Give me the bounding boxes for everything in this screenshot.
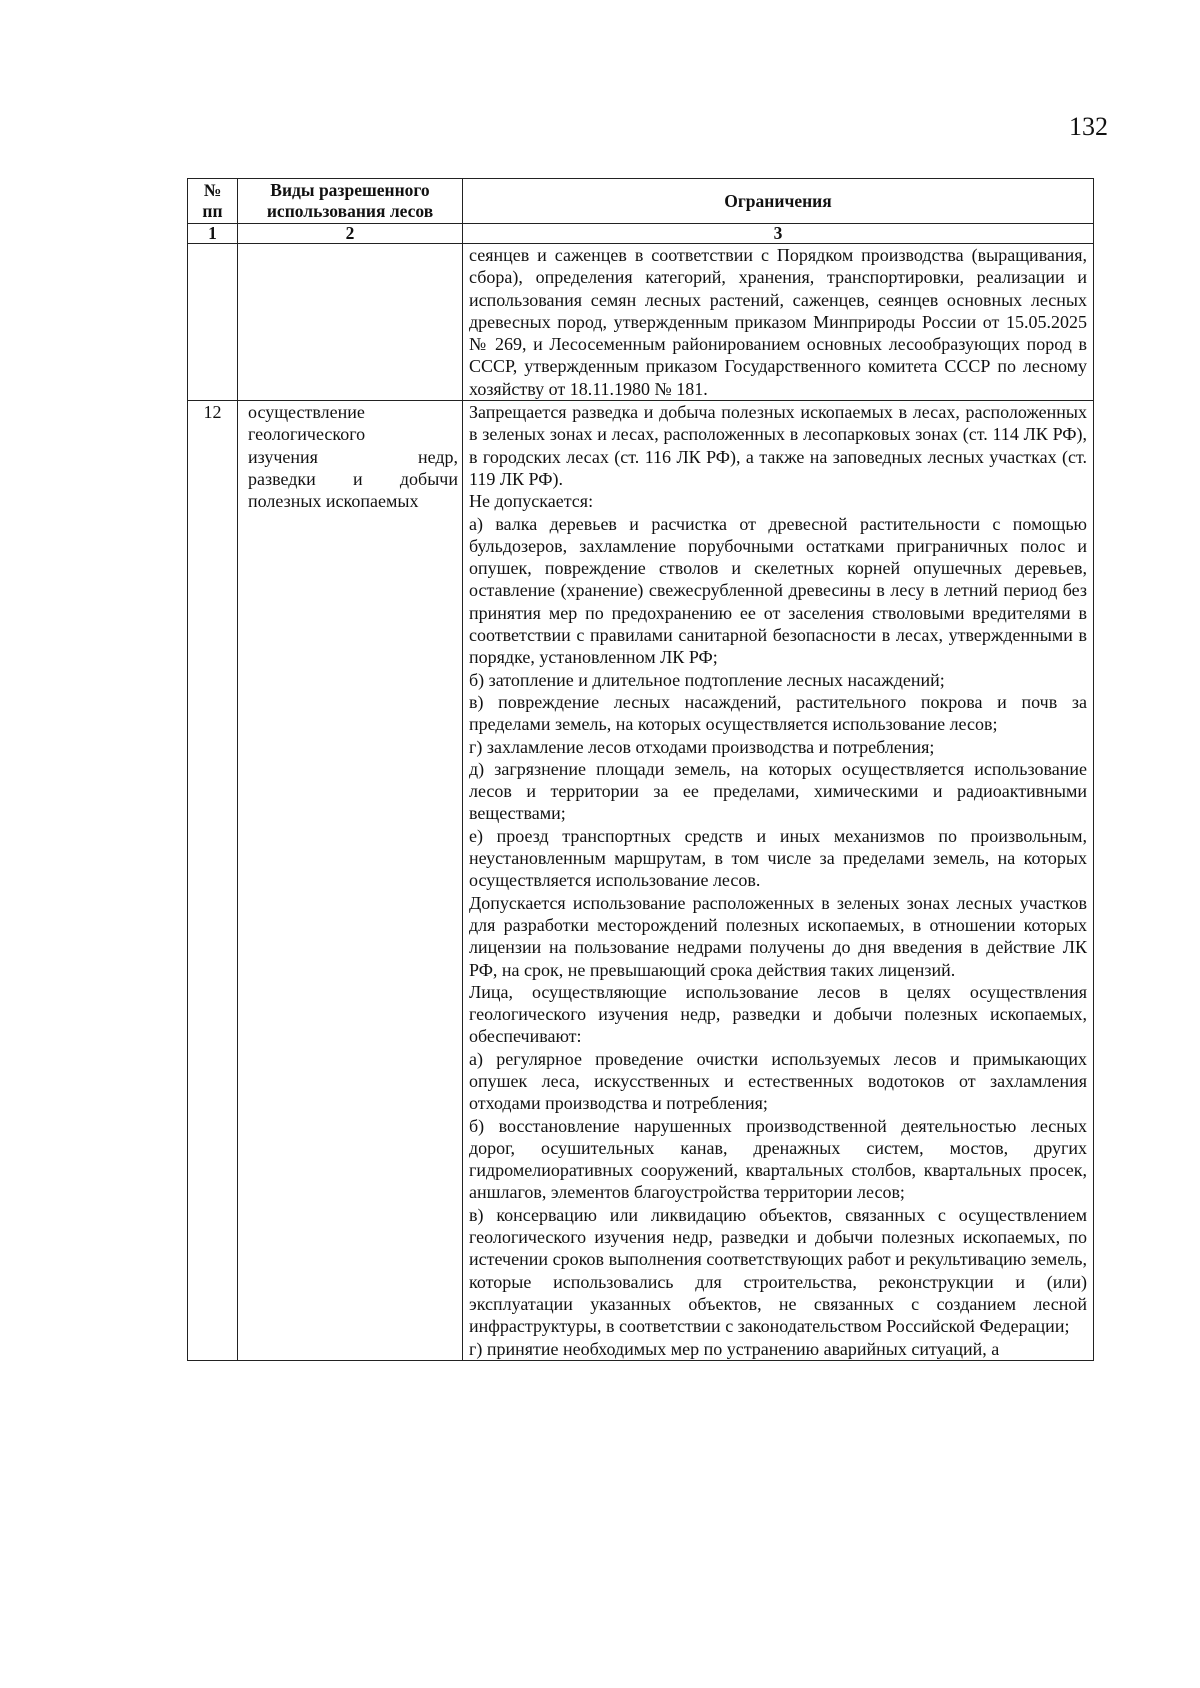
header-restrictions: Ограничения — [463, 179, 1094, 224]
restriction-paragraph: в) консервацию или ликвидацию объектов, связанных с осуществлением геологического изучения недр, разведки и добычи полезных ископаемых, по истечении сроков выполнения соответствующих работ и рекультивацию земель, которые использовались для строительства, реконструкции и (или) эксплуатации указанных объектов, не связанных с созданием лесной инфраструктуры, в соответствии с законодательством Российской Федерации; — [469, 1204, 1087, 1337]
column-number-1: 1 — [188, 224, 238, 244]
restriction-paragraph: б) затопление и длительное подтопление лесных насаждений; — [469, 669, 945, 690]
restriction-paragraph: а) валка деревьев и расчистка от древесной растительности с помощью бульдозеров, захламление порубочными остатками приграничных полос и опушек, повреждение стволов и скелетных корней опушечных деревьев, оставление (хранение) свежесрубленной древесины в лесу в летний период без принятия мер по предохранению ее от заселения стволовыми вредителями в соответствии с правилами санитарной безопасности в лесах, утвержденными в порядке, установленном ЛК РФ; — [469, 513, 1087, 668]
column-number-2: 2 — [238, 224, 463, 244]
continuation-row — [188, 244, 1094, 401]
restriction-paragraph: Не допускается: — [469, 491, 594, 512]
activity-line: изучения недр, — [248, 446, 458, 467]
restriction-paragraph: Допускается использование расположенных в зеленых зонах лесных участков для разработки месторождений полезных ископаемых, в отношении которых лицензии на пользование недрами получены до дня введения в действие ЛК РФ, на срок, не превышающий срока действия таких лицензий. — [469, 892, 1087, 980]
restrictions-table — [187, 178, 1094, 1361]
continuation-num-cell — [188, 244, 238, 401]
activity-line: разведки и добычи — [248, 468, 458, 489]
activity-line: полезных ископаемых — [248, 491, 419, 512]
column-number-row — [188, 224, 1094, 244]
activity-line: осуществление — [248, 402, 365, 423]
header-num: № пп — [188, 179, 238, 224]
column-number-3: 3 — [463, 224, 1094, 244]
page-number: 132 — [1069, 112, 1108, 141]
restriction-paragraph: Запрещается разведка и добыча полезных ископаемых в лесах, расположенных в зеленых зонах и лесах, расположенных в лесопарковых зонах (ст. 114 ЛК РФ), в городских лесах (ст. 116 ЛК РФ), а также на заповедных лесных участках (ст. 119 ЛК РФ). — [469, 402, 1087, 489]
restriction-paragraph: Лица, осуществляющие использование лесов в целях осуществления геологического изучения недр, разведки и добычи полезных ископаемых, обеспечивают: — [469, 981, 1087, 1047]
activity-line: геологического — [248, 424, 366, 445]
restriction-paragraph: г) захламление лесов отходами производства и потребления; — [469, 736, 935, 757]
continuation-text — [463, 244, 1094, 401]
restrictions-cell — [463, 401, 1094, 1361]
table-row-12 — [188, 401, 1094, 1361]
restriction-paragraph: д) загрязнение площади земель, на которых осуществляется использование лесов и территории за ее пределами, химическими и радиоактивными веществами; — [469, 758, 1087, 824]
restriction-paragraph: г) принятие необходимых мер по устранению аварийных ситуаций, а — [469, 1338, 1000, 1359]
header-activity: Виды разрешенного использования лесов — [238, 179, 463, 224]
continuation-activity-cell — [238, 244, 463, 401]
restriction-paragraph: а) регулярное проведение очистки используемых лесов и примыкающих опушек леса, искусственных и естественных водотоков от захламления отходами производства и потребления; — [469, 1048, 1087, 1114]
restriction-paragraph: в) повреждение лесных насаждений, растительного покрова и почв за пределами земель, на которых осуществляется использование лесов; — [469, 691, 1087, 735]
restriction-paragraph: е) проезд транспортных средств и иных механизмов по произвольным, неустановленным маршрутам, в том числе за пределами земель, на которых осуществляется использование лесов. — [469, 825, 1087, 891]
activity-cell — [238, 401, 463, 1361]
header-row — [188, 179, 1094, 224]
continuation-paragraph: сеянцев и саженцев в соответствии с Порядком производства (выращивания, сбора), определения категорий, хранения, транспортировки, реализации и использования семян лесных растений, саженцев, сеянцев основных лесных древесных пород, утвержденным приказом Минприроды России от 15.05.2025 № 269, и Лесосеменным районированием основных лесообразующих пород в СССР, утвержденным приказом Государственного комитета СССР по лесному хозяйству от 18.11.1980 № 181. — [469, 245, 1087, 399]
restriction-paragraph: б) восстановление нарушенных производственной деятельностью лесных дорог, осушительных канав, дренажных систем, мостов, других гидромелиоративных сооружений, квартальных столбов, квартальных просек, аншлагов, элементов благоустройства территории лесов; — [469, 1115, 1087, 1203]
row-number: 12 — [188, 401, 238, 1361]
